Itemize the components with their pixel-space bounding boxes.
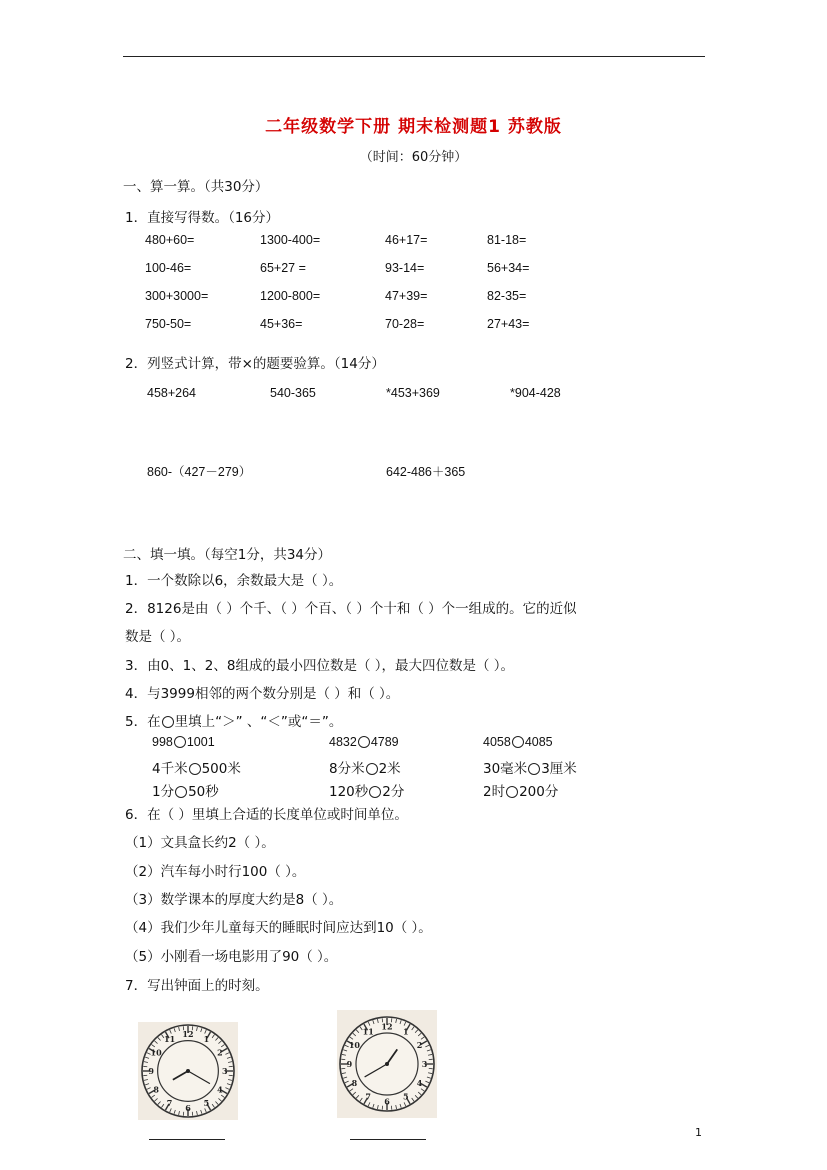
compare-circle bbox=[162, 716, 174, 728]
calc-item: 480+60= bbox=[145, 233, 195, 247]
clock-number: 7 bbox=[166, 1097, 173, 1108]
unit-item: （2）汽车每小时行100（ ）。 bbox=[125, 864, 306, 880]
calc-item: 47+39= bbox=[385, 289, 428, 303]
compare-circle[interactable] bbox=[528, 763, 540, 775]
clock-face-1 bbox=[138, 1022, 238, 1120]
compare-circle[interactable] bbox=[189, 763, 201, 775]
clock-number: 7 bbox=[365, 1091, 371, 1102]
section2-heading: 二、填一填。（每空1分，共34分） bbox=[123, 547, 332, 563]
clock-number: 3 bbox=[421, 1059, 428, 1069]
unit-item: （4）我们少年儿童每天的睡眠时间应达到10（ ）。 bbox=[125, 920, 432, 936]
calc-item: 82-35= bbox=[487, 289, 527, 303]
clock-number: 9 bbox=[346, 1059, 353, 1069]
clock-number: 11 bbox=[362, 1026, 374, 1037]
compare-item: 30毫米 3厘米 bbox=[483, 761, 577, 777]
clock-number: 10 bbox=[150, 1047, 162, 1058]
calc-item: 46+17= bbox=[385, 233, 428, 247]
compare-item: 4058 4085 bbox=[483, 735, 553, 749]
vertical-calc-item: 540-365 bbox=[270, 386, 316, 400]
unit-item: （1）文具盒长约2（ ）。 bbox=[125, 835, 275, 851]
calc-item: 45+36= bbox=[260, 317, 303, 331]
calc-item: 81-18= bbox=[487, 233, 527, 247]
clock-number: 5 bbox=[403, 1091, 409, 1102]
compare-circle[interactable] bbox=[512, 736, 524, 748]
fill-q2: 2．8126是由（ ）个千、（ ）个百、（ ）个十和（ ）个一组成的。它的近似 bbox=[125, 601, 577, 617]
unit-item: （3）数学课本的厚度大约是8（ ）。 bbox=[125, 892, 343, 908]
compare-item: 4千米 500米 bbox=[152, 761, 241, 777]
vertical-calc-item: *453+369 bbox=[386, 386, 440, 400]
clock-center bbox=[385, 1062, 389, 1066]
vertical-calc-item: 860-（427－279） bbox=[147, 465, 252, 479]
page-number: 1 bbox=[695, 1126, 702, 1139]
clock-number: 8 bbox=[351, 1077, 358, 1088]
clock-number: 6 bbox=[384, 1096, 390, 1107]
clock-number: 1 bbox=[203, 1034, 210, 1045]
clock-center bbox=[186, 1069, 190, 1073]
compare-item: 998 1001 bbox=[152, 735, 215, 749]
compare-circle[interactable] bbox=[174, 736, 186, 748]
answer-line-2[interactable] bbox=[350, 1139, 426, 1140]
clock-number: 2 bbox=[217, 1047, 223, 1058]
q5-heading-post: 里填上“＞” 、“＜”或“＝”。 bbox=[174, 714, 343, 730]
compare-circle[interactable] bbox=[506, 786, 518, 798]
page-title: 二年级数学下册 期末检测题1 苏教版 bbox=[265, 117, 562, 137]
fill-q7-heading: 7．写出钟面上的时刻。 bbox=[125, 978, 269, 994]
calc-item: 56+34= bbox=[487, 261, 530, 275]
clock-number: 8 bbox=[153, 1084, 159, 1095]
vertical-calc-item: 642-486＋365 bbox=[386, 465, 466, 479]
compare-circle[interactable] bbox=[358, 736, 370, 748]
header-rule bbox=[123, 56, 705, 57]
fill-q1: 1．一个数除以6，余数最大是（ ）。 bbox=[125, 573, 343, 589]
fill-q4: 4．与3999相邻的两个数分别是（ ）和（ ）。 bbox=[125, 686, 400, 702]
compare-item: 120秒 2分 bbox=[329, 784, 405, 800]
fill-q6-heading: 6．在（ ）里填上合适的长度单位或时间单位。 bbox=[125, 807, 408, 823]
fill-q5-heading bbox=[125, 710, 342, 730]
calc-item: 27+43= bbox=[487, 317, 530, 331]
q5-heading-pre: 5．在 bbox=[125, 714, 161, 730]
compare-circle[interactable] bbox=[175, 786, 187, 798]
calc-item: 70-28= bbox=[385, 317, 425, 331]
clock-number: 11 bbox=[164, 1034, 176, 1045]
compare-item: 4832 4789 bbox=[329, 735, 399, 749]
calc-item: 750-50= bbox=[145, 317, 192, 331]
clock-number: 2 bbox=[416, 1040, 423, 1051]
calc-item: 100-46= bbox=[145, 261, 192, 275]
fill-q2-cont: 数是（ ）。 bbox=[125, 629, 191, 645]
fill-q3: 3．由0、1、2、8组成的最小四位数是（ ），最大四位数是（ ）。 bbox=[125, 658, 515, 674]
clock-number: 6 bbox=[185, 1102, 191, 1113]
compare-item: 8分米 2米 bbox=[329, 761, 401, 777]
calc-item: 65+27 = bbox=[260, 261, 306, 275]
compare-circle[interactable] bbox=[366, 763, 378, 775]
clock-number: 12 bbox=[182, 1029, 194, 1040]
clock-number: 3 bbox=[222, 1066, 228, 1076]
clock-number: 5 bbox=[203, 1097, 210, 1108]
clock-number: 9 bbox=[148, 1066, 154, 1076]
section1-heading: 一、算一算。（共30分） bbox=[123, 179, 269, 195]
clock-face-2 bbox=[337, 1010, 437, 1118]
calc-item: 300+3000= bbox=[145, 289, 209, 303]
calc-item: 1200-800= bbox=[260, 289, 321, 303]
compare-circle[interactable] bbox=[369, 786, 381, 798]
unit-item: （5）小刚看一场电影用了90（ ）。 bbox=[125, 949, 338, 965]
clock-number: 4 bbox=[416, 1077, 423, 1088]
vertical-calc-item: 458+264 bbox=[147, 386, 197, 400]
clock-number: 1 bbox=[403, 1026, 409, 1037]
calc-item: 1300-400= bbox=[260, 233, 321, 247]
calc-item: 93-14= bbox=[385, 261, 425, 275]
answer-line-1[interactable] bbox=[149, 1139, 225, 1140]
clock-number: 10 bbox=[348, 1040, 361, 1051]
vertical-calc-item: *904-428 bbox=[510, 386, 561, 400]
compare-item: 2时 200分 bbox=[483, 784, 559, 800]
q2-heading: 2．列竖式计算，带×的题要验算。（14分） bbox=[125, 356, 385, 372]
time-limit: （时间：60分钟） bbox=[359, 150, 468, 165]
clock-number: 12 bbox=[381, 1021, 393, 1032]
compare-item: 1分 50秒 bbox=[152, 784, 219, 800]
clock-number: 4 bbox=[217, 1084, 223, 1095]
q1-heading: 1．直接写得数。（16分） bbox=[125, 210, 280, 226]
